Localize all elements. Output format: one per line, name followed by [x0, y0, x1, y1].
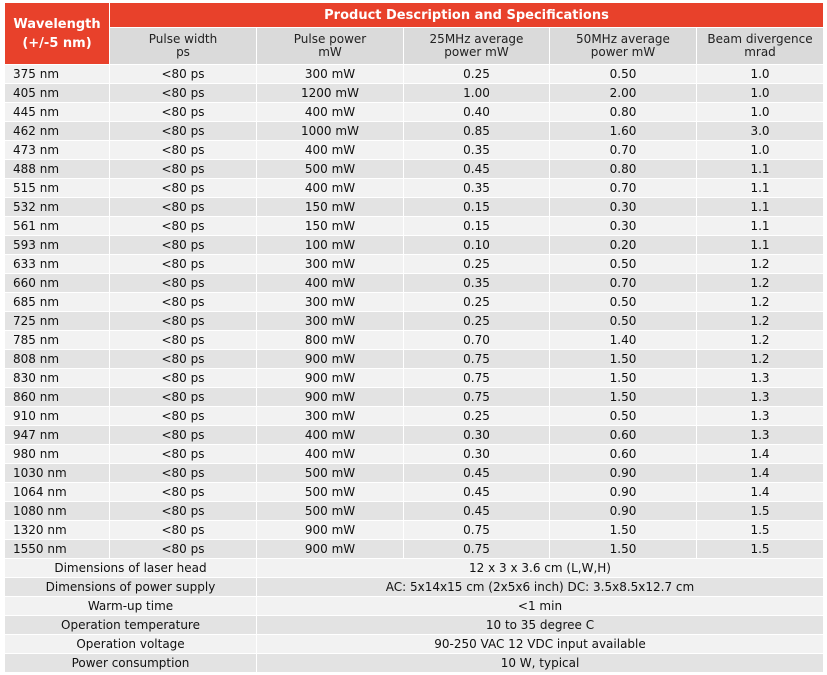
avg-power-25mhz-cell: 0.35 — [404, 141, 550, 160]
pulse-power-cell: 300 mW — [257, 255, 404, 274]
spec-row — [5, 654, 824, 673]
avg-power-50mhz-cell: 2.00 — [550, 84, 697, 103]
table-row — [5, 274, 824, 293]
spec-row — [5, 578, 824, 597]
pulse-width-cell: <80 ps — [110, 160, 257, 179]
pulse-power-cell: 100 mW — [257, 236, 404, 255]
wavelength-header-line1: Wavelength — [13, 16, 101, 32]
pulse-power-cell: 300 mW — [257, 312, 404, 331]
table-row — [5, 331, 824, 350]
wavelength-cell: 947 nm — [5, 426, 110, 445]
column-header-line1: Pulse width — [148, 32, 218, 46]
table-row — [5, 521, 824, 540]
beam-divergence-cell: 1.1 — [697, 217, 824, 236]
avg-power-50mhz-cell: 0.60 — [550, 445, 697, 464]
avg-power-50mhz-cell: 1.50 — [550, 350, 697, 369]
pulse-width-cell: <80 ps — [110, 236, 257, 255]
pulse-width-cell: <80 ps — [110, 293, 257, 312]
table-row — [5, 350, 824, 369]
wavelength-cell: 1080 nm — [5, 502, 110, 521]
pulse-width-cell: <80 ps — [110, 65, 257, 84]
table-row — [5, 540, 824, 559]
wavelength-cell: 860 nm — [5, 388, 110, 407]
pulse-power-cell: 300 mW — [257, 65, 404, 84]
wavelength-cell: 725 nm — [5, 312, 110, 331]
beam-divergence-cell: 1.5 — [697, 521, 824, 540]
pulse-power-cell: 1200 mW — [257, 84, 404, 103]
pulse-width-cell: <80 ps — [110, 198, 257, 217]
wavelength-cell: 488 nm — [5, 160, 110, 179]
table-row — [5, 483, 824, 502]
column-header-25mhz-power — [404, 28, 550, 65]
avg-power-50mhz-cell: 0.50 — [550, 65, 697, 84]
avg-power-25mhz-cell: 0.15 — [404, 198, 550, 217]
column-header-line1: 25MHz average — [429, 32, 524, 46]
pulse-power-cell: 500 mW — [257, 483, 404, 502]
pulse-power-cell: 1000 mW — [257, 122, 404, 141]
pulse-power-cell: 400 mW — [257, 445, 404, 464]
spec-value: 12 x 3 x 3.6 cm (L,W,H) — [257, 559, 824, 578]
pulse-width-cell: <80 ps — [110, 464, 257, 483]
avg-power-25mhz-cell: 0.40 — [404, 103, 550, 122]
avg-power-25mhz-cell: 0.75 — [404, 521, 550, 540]
pulse-width-cell: <80 ps — [110, 312, 257, 331]
wavelength-cell: 1030 nm — [5, 464, 110, 483]
wavelength-cell: 593 nm — [5, 236, 110, 255]
wavelength-cell: 910 nm — [5, 407, 110, 426]
pulse-power-cell: 900 mW — [257, 388, 404, 407]
wavelength-cell: 561 nm — [5, 217, 110, 236]
avg-power-50mhz-cell: 0.50 — [550, 293, 697, 312]
wavelength-cell: 1064 nm — [5, 483, 110, 502]
table-row — [5, 293, 824, 312]
pulse-power-cell: 400 mW — [257, 141, 404, 160]
wavelength-cell: 685 nm — [5, 293, 110, 312]
beam-divergence-cell: 1.5 — [697, 502, 824, 521]
wavelength-cell: 660 nm — [5, 274, 110, 293]
pulse-width-cell: <80 ps — [110, 521, 257, 540]
pulse-power-cell: 300 mW — [257, 293, 404, 312]
pulse-power-cell: 150 mW — [257, 198, 404, 217]
pulse-power-cell: 400 mW — [257, 274, 404, 293]
avg-power-50mhz-cell: 0.50 — [550, 255, 697, 274]
column-header-line2: ps — [176, 45, 190, 59]
table-row — [5, 122, 824, 141]
pulse-width-cell: <80 ps — [110, 179, 257, 198]
table-row — [5, 255, 824, 274]
wavelength-cell: 980 nm — [5, 445, 110, 464]
column-header-line1: Pulse power — [293, 32, 367, 46]
spec-row — [5, 616, 824, 635]
pulse-power-cell: 400 mW — [257, 426, 404, 445]
column-header-pulse-power — [257, 28, 404, 65]
avg-power-25mhz-cell: 0.45 — [404, 160, 550, 179]
beam-divergence-cell: 1.1 — [697, 179, 824, 198]
avg-power-25mhz-cell: 0.35 — [404, 274, 550, 293]
spec-row — [5, 559, 824, 578]
avg-power-50mhz-cell: 0.30 — [550, 198, 697, 217]
column-header-line1: 50MHz average — [576, 32, 670, 46]
avg-power-25mhz-cell: 0.25 — [404, 65, 550, 84]
pulse-width-cell: <80 ps — [110, 274, 257, 293]
pulse-width-cell: <80 ps — [110, 369, 257, 388]
pulse-power-cell: 400 mW — [257, 103, 404, 122]
avg-power-25mhz-cell: 0.75 — [404, 540, 550, 559]
avg-power-50mhz-cell: 0.30 — [550, 217, 697, 236]
pulse-width-cell: <80 ps — [110, 122, 257, 141]
wavelength-cell: 1550 nm — [5, 540, 110, 559]
pulse-width-cell: <80 ps — [110, 426, 257, 445]
avg-power-50mhz-cell: 1.60 — [550, 122, 697, 141]
avg-power-50mhz-cell: 0.90 — [550, 502, 697, 521]
beam-divergence-cell: 1.2 — [697, 350, 824, 369]
beam-divergence-cell: 1.3 — [697, 426, 824, 445]
wavelength-cell: 830 nm — [5, 369, 110, 388]
pulse-power-cell: 900 mW — [257, 540, 404, 559]
beam-divergence-cell: 1.1 — [697, 160, 824, 179]
beam-divergence-cell: 1.1 — [697, 236, 824, 255]
pulse-power-cell: 900 mW — [257, 350, 404, 369]
pulse-width-cell: <80 ps — [110, 350, 257, 369]
avg-power-25mhz-cell: 0.75 — [404, 388, 550, 407]
beam-divergence-cell: 1.4 — [697, 464, 824, 483]
pulse-power-cell: 150 mW — [257, 217, 404, 236]
beam-divergence-cell: 1.5 — [697, 540, 824, 559]
wavelength-cell: 462 nm — [5, 122, 110, 141]
column-header-beam-divergence — [697, 28, 824, 65]
table-row — [5, 179, 824, 198]
spec-label: Warm-up time — [5, 597, 257, 616]
beam-divergence-cell: 1.1 — [697, 198, 824, 217]
avg-power-25mhz-cell: 0.30 — [404, 445, 550, 464]
wavelength-header — [5, 3, 110, 65]
table-body — [5, 65, 824, 673]
header-title-row — [5, 3, 824, 28]
beam-divergence-cell: 1.0 — [697, 103, 824, 122]
beam-divergence-cell: 1.2 — [697, 312, 824, 331]
spec-label: Power consumption — [5, 654, 257, 673]
wavelength-cell: 445 nm — [5, 103, 110, 122]
column-header-row — [5, 28, 824, 65]
column-header-line1: Beam divergence — [707, 32, 813, 46]
avg-power-25mhz-cell: 0.45 — [404, 502, 550, 521]
avg-power-25mhz-cell: 0.25 — [404, 407, 550, 426]
wavelength-header-line2: (+/-5 nm) — [22, 35, 92, 51]
beam-divergence-cell: 1.2 — [697, 293, 824, 312]
table-row — [5, 426, 824, 445]
pulse-width-cell: <80 ps — [110, 217, 257, 236]
pulse-width-cell: <80 ps — [110, 255, 257, 274]
spec-value: 90-250 VAC 12 VDC input available — [257, 635, 824, 654]
spec-label: Dimensions of laser head — [5, 559, 257, 578]
beam-divergence-cell: 1.3 — [697, 407, 824, 426]
pulse-width-cell: <80 ps — [110, 84, 257, 103]
spec-value: AC: 5x14x15 cm (2x5x6 inch) DC: 3.5x8.5x12.7 cm — [257, 578, 824, 597]
pulse-width-cell: <80 ps — [110, 331, 257, 350]
spec-label: Operation temperature — [5, 616, 257, 635]
spec-value: 10 W, typical — [257, 654, 824, 673]
pulse-width-cell: <80 ps — [110, 407, 257, 426]
pulse-width-cell: <80 ps — [110, 141, 257, 160]
column-header-line2: mrad — [744, 45, 776, 59]
avg-power-25mhz-cell: 0.75 — [404, 350, 550, 369]
pulse-power-cell: 800 mW — [257, 331, 404, 350]
column-header-50mhz-power — [550, 28, 697, 65]
table-row — [5, 502, 824, 521]
wavelength-cell: 808 nm — [5, 350, 110, 369]
table-row — [5, 141, 824, 160]
pulse-width-cell: <80 ps — [110, 388, 257, 407]
table-row — [5, 217, 824, 236]
table-row — [5, 198, 824, 217]
table-row — [5, 65, 824, 84]
column-header-line2: power mW — [590, 45, 656, 59]
avg-power-50mhz-cell: 0.50 — [550, 407, 697, 426]
wavelength-cell: 532 nm — [5, 198, 110, 217]
wavelength-cell: 515 nm — [5, 179, 110, 198]
avg-power-50mhz-cell: 0.90 — [550, 464, 697, 483]
pulse-power-cell: 900 mW — [257, 369, 404, 388]
pulse-width-cell: <80 ps — [110, 445, 257, 464]
avg-power-50mhz-cell: 0.90 — [550, 483, 697, 502]
spec-table — [4, 2, 824, 673]
beam-divergence-cell: 1.0 — [697, 84, 824, 103]
avg-power-50mhz-cell: 1.40 — [550, 331, 697, 350]
avg-power-25mhz-cell: 0.25 — [404, 255, 550, 274]
table-row — [5, 160, 824, 179]
beam-divergence-cell: 1.2 — [697, 255, 824, 274]
table-row — [5, 369, 824, 388]
wavelength-cell: 473 nm — [5, 141, 110, 160]
avg-power-25mhz-cell: 0.25 — [404, 312, 550, 331]
table-row — [5, 445, 824, 464]
spec-row — [5, 635, 824, 654]
wavelength-cell: 633 nm — [5, 255, 110, 274]
spec-row — [5, 597, 824, 616]
pulse-power-cell: 900 mW — [257, 521, 404, 540]
avg-power-50mhz-cell: 0.80 — [550, 103, 697, 122]
pulse-width-cell: <80 ps — [110, 540, 257, 559]
avg-power-25mhz-cell: 0.45 — [404, 483, 550, 502]
avg-power-50mhz-cell: 0.20 — [550, 236, 697, 255]
spec-table-container — [4, 2, 823, 673]
avg-power-25mhz-cell: 0.15 — [404, 217, 550, 236]
column-header-pulse-width — [110, 28, 257, 65]
pulse-power-cell: 500 mW — [257, 464, 404, 483]
spec-value: 10 to 35 degree C — [257, 616, 824, 635]
avg-power-50mhz-cell: 0.70 — [550, 141, 697, 160]
avg-power-25mhz-cell: 0.25 — [404, 293, 550, 312]
avg-power-25mhz-cell: 1.00 — [404, 84, 550, 103]
table-row — [5, 388, 824, 407]
pulse-power-cell: 500 mW — [257, 160, 404, 179]
beam-divergence-cell: 1.0 — [697, 65, 824, 84]
spec-value: <1 min — [257, 597, 824, 616]
beam-divergence-cell: 1.3 — [697, 369, 824, 388]
avg-power-25mhz-cell: 0.45 — [404, 464, 550, 483]
beam-divergence-cell: 1.4 — [697, 445, 824, 464]
avg-power-50mhz-cell: 1.50 — [550, 540, 697, 559]
beam-divergence-cell: 1.4 — [697, 483, 824, 502]
pulse-power-cell: 400 mW — [257, 179, 404, 198]
beam-divergence-cell: 1.0 — [697, 141, 824, 160]
avg-power-50mhz-cell: 1.50 — [550, 521, 697, 540]
pulse-width-cell: <80 ps — [110, 502, 257, 521]
table-title: Product Description and Specifications — [110, 3, 824, 28]
table-row — [5, 236, 824, 255]
avg-power-50mhz-cell: 1.50 — [550, 388, 697, 407]
avg-power-25mhz-cell: 0.75 — [404, 369, 550, 388]
avg-power-50mhz-cell: 1.50 — [550, 369, 697, 388]
avg-power-50mhz-cell: 0.70 — [550, 179, 697, 198]
wavelength-cell: 1320 nm — [5, 521, 110, 540]
table-row — [5, 407, 824, 426]
column-header-line2: mW — [318, 45, 342, 59]
avg-power-25mhz-cell: 0.70 — [404, 331, 550, 350]
avg-power-25mhz-cell: 0.85 — [404, 122, 550, 141]
column-header-line2: power mW — [444, 45, 509, 59]
avg-power-50mhz-cell: 0.60 — [550, 426, 697, 445]
beam-divergence-cell: 1.3 — [697, 388, 824, 407]
wavelength-cell: 785 nm — [5, 331, 110, 350]
spec-label: Dimensions of power supply — [5, 578, 257, 597]
beam-divergence-cell: 1.2 — [697, 274, 824, 293]
wavelength-cell: 375 nm — [5, 65, 110, 84]
table-row — [5, 312, 824, 331]
avg-power-50mhz-cell: 0.80 — [550, 160, 697, 179]
beam-divergence-cell: 1.2 — [697, 331, 824, 350]
beam-divergence-cell: 3.0 — [697, 122, 824, 141]
pulse-width-cell: <80 ps — [110, 103, 257, 122]
table-row — [5, 103, 824, 122]
table-row — [5, 84, 824, 103]
pulse-power-cell: 500 mW — [257, 502, 404, 521]
avg-power-25mhz-cell: 0.35 — [404, 179, 550, 198]
avg-power-50mhz-cell: 0.50 — [550, 312, 697, 331]
spec-label: Operation voltage — [5, 635, 257, 654]
table-row — [5, 464, 824, 483]
avg-power-50mhz-cell: 0.70 — [550, 274, 697, 293]
wavelength-cell: 405 nm — [5, 84, 110, 103]
avg-power-25mhz-cell: 0.10 — [404, 236, 550, 255]
pulse-width-cell: <80 ps — [110, 483, 257, 502]
avg-power-25mhz-cell: 0.30 — [404, 426, 550, 445]
pulse-power-cell: 300 mW — [257, 407, 404, 426]
